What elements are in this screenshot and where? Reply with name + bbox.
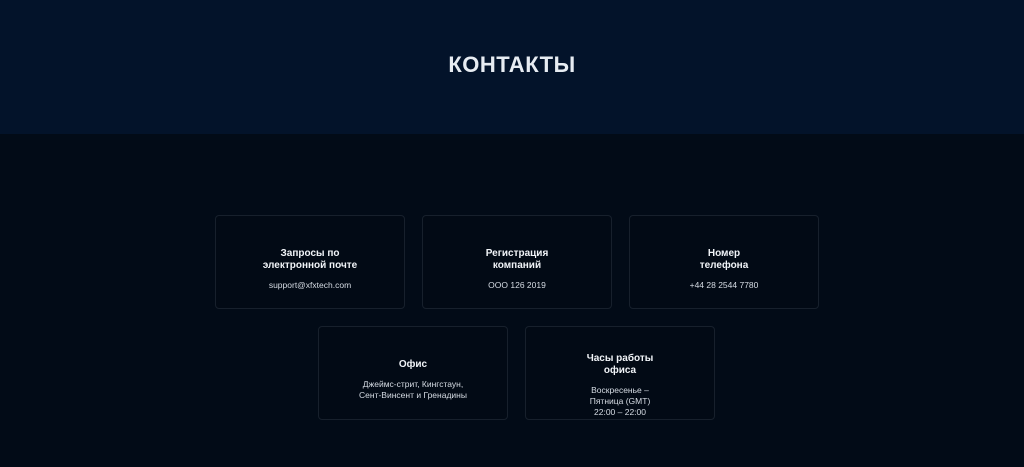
- phone-value[interactable]: +44 28 2544 7780: [689, 280, 759, 290]
- contacts-section: [0, 134, 1024, 467]
- email-value[interactable]: support@xfxtech.com: [268, 280, 352, 290]
- office-hours-value: Воскресенье – Пятница (GMT) 22:00 – 22:00: [589, 385, 651, 417]
- registration-value: OOO 126 2019: [488, 280, 546, 290]
- contact-card-title: Номер телефона: [699, 248, 749, 271]
- page-title: КОНТАКТЫ: [448, 52, 576, 77]
- contact-card-title: Часы работы офиса: [586, 353, 654, 376]
- contact-card-registration: [422, 215, 612, 309]
- contact-card-email: [215, 215, 405, 309]
- contact-card-title: Запросы по электронной почте: [262, 248, 358, 271]
- contact-card-phone: [629, 215, 819, 309]
- contact-card-office: [318, 326, 508, 420]
- office-address-value: Джеймс-стрит, Кингстаун, Сент-Винсент и Гренадины: [359, 379, 467, 400]
- contacts-hero: [0, 0, 1024, 134]
- contact-card-title: Офис: [398, 359, 428, 370]
- contact-card-office-hours: [525, 326, 715, 420]
- contact-card-title: Регистрация компаний: [485, 248, 549, 271]
